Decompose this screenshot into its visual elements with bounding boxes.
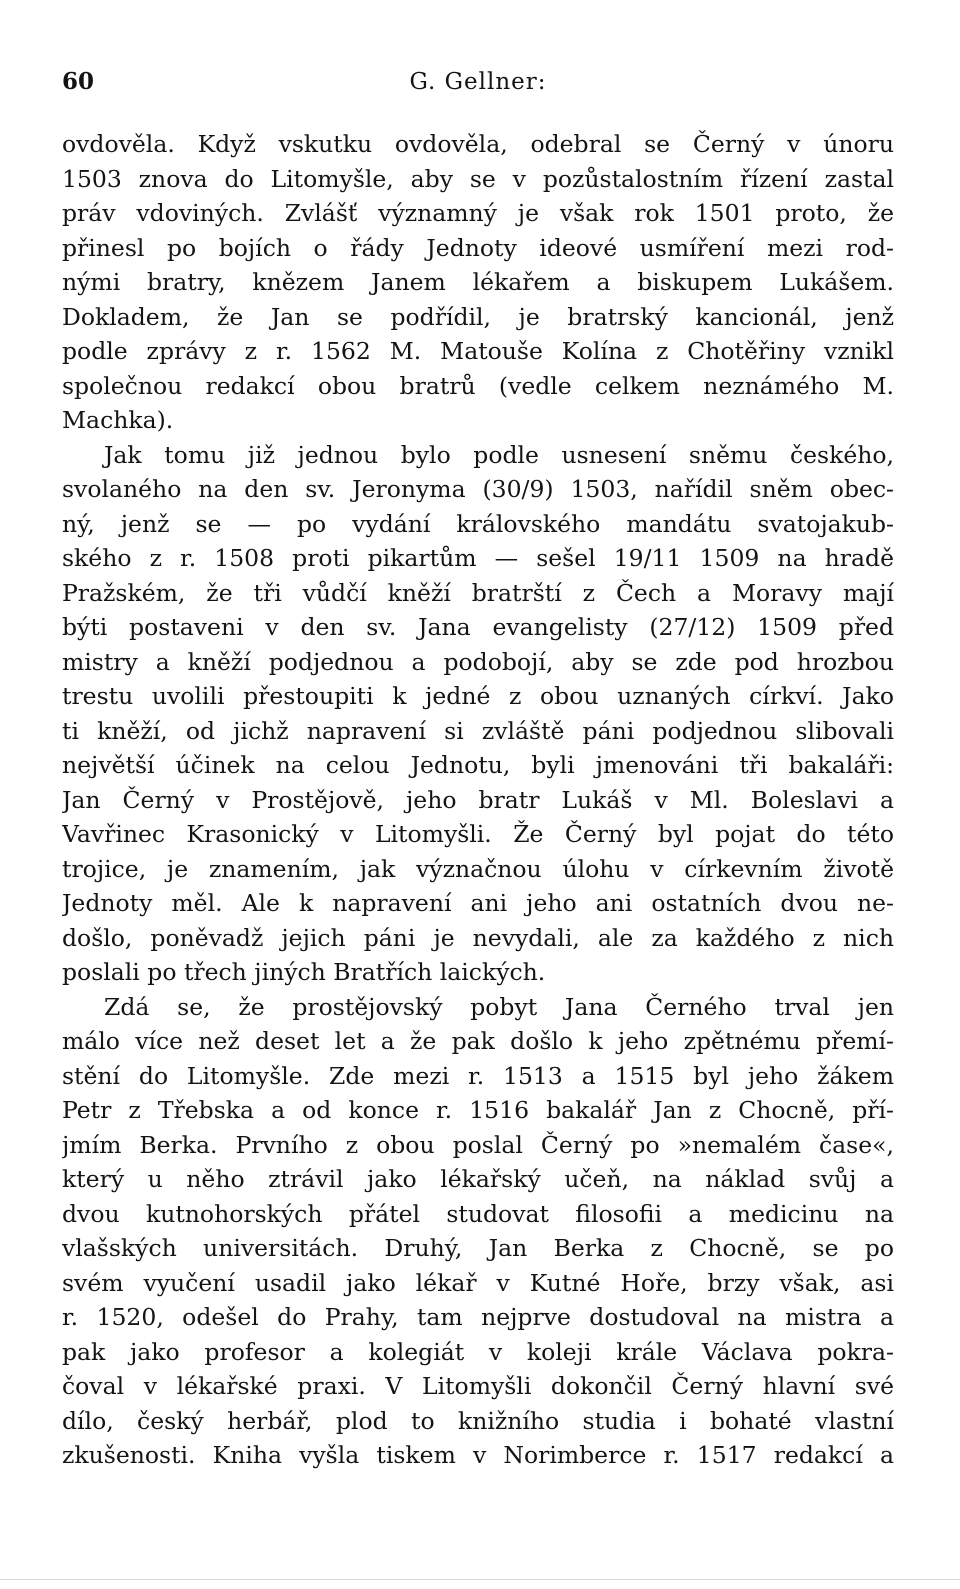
- text-line: zkušenosti. Kniha vyšla tiskem v Norimberce r. 1517 redakcí a: [62, 1441, 894, 1469]
- text-line: stění do Litomyšle. Zde mezi r. 1513 a 1515 byl jeho žákem: [62, 1061, 894, 1090]
- text-line: největší účinek na celou Jednotu, byli jmenováni tři bakaláři:: [62, 751, 894, 779]
- page-number: 60: [62, 68, 95, 95]
- text-line: málo více než deset let a že pak došlo k jeho zpětnému přemí-: [62, 1027, 894, 1055]
- text-line: Pražském, že tři vůdčí kněží bratrští z Čech a Moravy mají: [62, 578, 894, 607]
- text-line: Machka).: [62, 406, 174, 434]
- text-line: nými bratry, knězem Janem lékařem a biskupem Lukášem.: [62, 268, 894, 296]
- text-line: 1503 znova do Litomyšle, aby se v pozůstalostním řízení zastal: [62, 164, 894, 193]
- text-line: společnou redakcí obou bratrů (vedle celkem neznámého M.: [62, 371, 894, 400]
- text-line: čoval v lékařské praxi. V Litomyšli dokončil Černý hlavní své: [62, 1372, 894, 1400]
- text-line: vlašských universitách. Druhý, Jan Berka z Chocně, se po: [62, 1234, 894, 1262]
- text-line: trojice, je znamením, jak význačnou úlohu v církevním životě: [62, 854, 894, 883]
- text-line: dvou kutnohorských přátel studovat filosofii a medicinu na: [62, 1199, 894, 1228]
- text-line: ovdověla. Když vskutku ovdověla, odebral se Černý v únoru: [62, 130, 894, 158]
- text-line: Jak tomu již jednou bylo podle usnesení sněmu českého,: [104, 440, 894, 469]
- paragraph: [62, 438, 894, 990]
- text-line: Jednoty měl. Ale k napravení ani jeho ani ostatních dvou ne-: [62, 889, 894, 917]
- text-line: který u něho ztrávil jako lékařský učeň, na náklad svůj a: [62, 1165, 894, 1193]
- paragraph: [62, 127, 894, 438]
- text-line: Zdá se, že prostějovský pobyt Jana Černého trval jen: [104, 992, 894, 1021]
- text-line: svolaného na den sv. Jeronyma (30/9) 1503, nařídil sněm obec-: [62, 475, 894, 503]
- running-head: G. Gellner:: [409, 69, 547, 95]
- paragraph: [62, 990, 894, 1473]
- page-edge-line: [0, 1579, 960, 1580]
- body-text: [62, 127, 894, 1473]
- text-line: r. 1520, odešel do Prahy, tam nejprve dostudoval na mistra a: [62, 1303, 894, 1331]
- text-line: svém vyučení usadil jako lékař v Kutné Hoře, brzy však, asi: [62, 1268, 894, 1297]
- text-line: dílo, český herbář, plod to knižního studia i bohaté vlastní: [62, 1406, 894, 1435]
- text-line: poslali po třech jiných Bratřích laických.: [62, 958, 546, 986]
- text-line: práv vdoviných. Zvlášť významný je však rok 1501 proto, že: [62, 199, 894, 227]
- text-line: pak jako profesor a kolegiát v koleji krále Václava pokra-: [62, 1337, 894, 1366]
- text-line: došlo, poněvadž jejich páni je nevydali, ale za každého z nich: [62, 923, 894, 952]
- text-line: Jan Černý v Prostějově, jeho bratr Lukáš v Ml. Boleslavi a: [62, 785, 894, 814]
- text-line: mistry a kněží podjednou a podobojí, aby se zde pod hrozbou: [62, 647, 894, 676]
- text-line: ný, jenž se — po vydání královského mandátu svatojakub-: [62, 509, 894, 538]
- text-line: ti kněží, od jichž napravení si zvláště páni podjednou slibovali: [62, 716, 894, 745]
- text-line: trestu uvolili přestoupiti k jedné z obou uznaných církví. Jako: [62, 682, 894, 710]
- text-line: Petr z Třebska a od konce r. 1516 bakalář Jan z Chocně, pří-: [62, 1096, 894, 1124]
- text-line: Dokladem, že Jan se podřídil, je bratrský kancionál, jenž: [62, 302, 894, 331]
- text-line: Vavřinec Krasonický v Litomyšli. Že Černý byl pojat do této: [62, 820, 894, 848]
- text-line: přinesl po bojích o řády Jednoty ideové usmíření mezi rod-: [62, 233, 894, 262]
- text-line: býti postaveni v den sv. Jana evangelisty (27/12) 1509 před: [62, 613, 894, 641]
- text-line: ského z r. 1508 proti pikartům — sešel 19/11 1509 na hradě: [62, 544, 894, 572]
- text-line: podle zprávy z r. 1562 M. Matouše Kolína z Chotěřiny vznikl: [62, 337, 894, 365]
- text-line: jmím Berka. Prvního z obou poslal Černý po »nemalém čase«,: [62, 1130, 894, 1159]
- page-header: [62, 64, 894, 100]
